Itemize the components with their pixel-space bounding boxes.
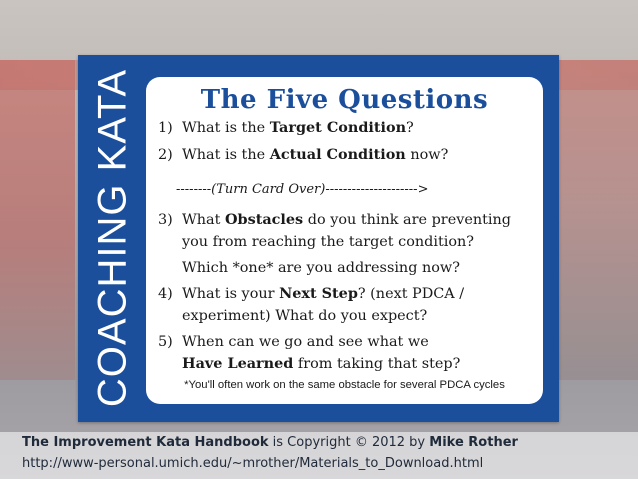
coaching-kata-card (78, 55, 559, 422)
card-side-title (78, 55, 148, 422)
question-1: 1) What is the Target Condition? (158, 119, 414, 136)
caption-line-1: The Improvement Kata Handbook is Copyright © 2012 by Mike Rother (22, 435, 518, 450)
side-title-text: COACHING KATA (90, 68, 135, 408)
question-4-line-2: experiment) What do you expect? (182, 308, 428, 324)
question-3-line-2: you from reaching the target condition? (182, 234, 474, 250)
question-3: 3) What Obstacles do you think are preventing (158, 211, 511, 228)
question-5: 5) When can we go and see what we (158, 334, 429, 350)
card-inner-panel (146, 77, 543, 404)
question-5-line-2: Have Learned from taking that step? (182, 355, 461, 372)
caption-url: http://www-personal.umich.edu/~mrother/Materials_to_Download.html (22, 456, 484, 471)
background-left-wall (0, 60, 75, 420)
question-3-line-3: Which *one* are you addressing now? (182, 260, 460, 276)
turn-card-over: --------(Turn Card Over)---------------------> (176, 182, 429, 197)
background-right-wall (558, 60, 638, 420)
question-2: 2) What is the Actual Condition now? (158, 146, 449, 163)
card-title: The Five Questions (200, 85, 489, 115)
card-footnote: *You'll often work on the same obstacle for several PDCA cycles (184, 379, 505, 391)
copyright-caption (0, 432, 638, 479)
question-4: 4) What is your Next Step? (next PDCA / (158, 285, 465, 302)
